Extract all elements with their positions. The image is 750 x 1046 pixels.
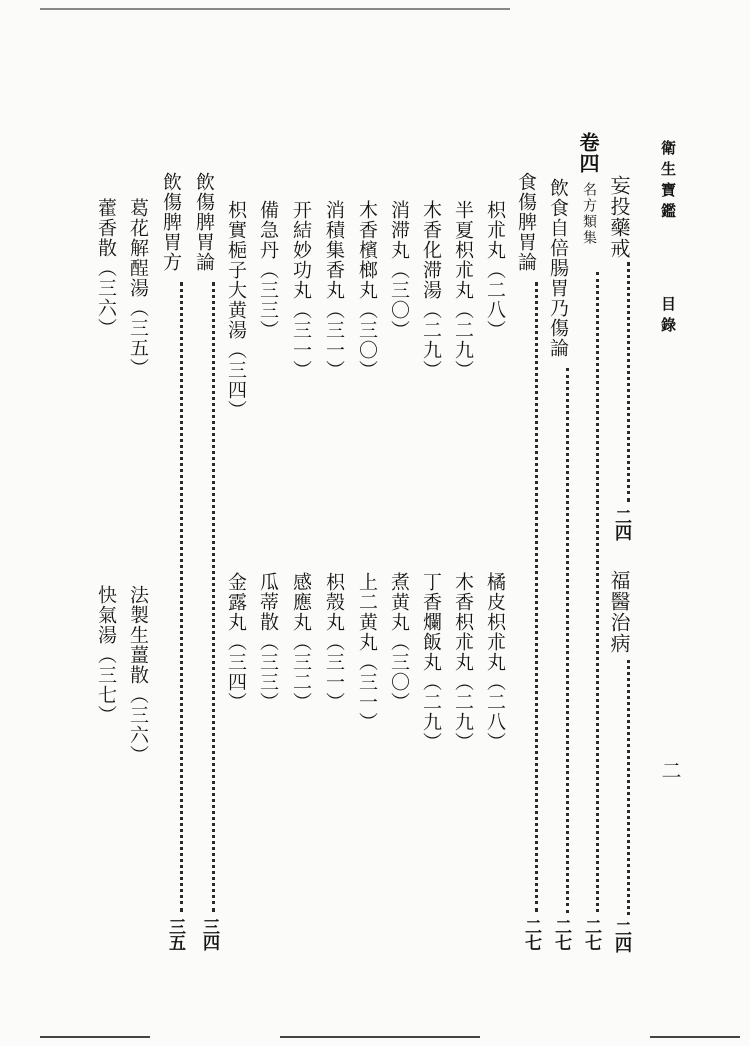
- recipe-entry: 金露丸（三四）: [225, 572, 247, 712]
- dot-leader: [180, 282, 183, 912]
- recipe-entry: 开結妙功丸（三一）: [290, 200, 312, 380]
- toc-entry-title: 福醫治病: [607, 570, 631, 654]
- dot-leader: [212, 282, 215, 912]
- recipe-entry: 上二黄丸（三一）: [356, 572, 378, 732]
- chapter-page: 二七: [551, 918, 571, 950]
- recipe-entry: 藿香散（三六）: [95, 198, 117, 338]
- chapter-title: 食傷脾胃論: [515, 172, 537, 272]
- recipe-entry: 快氣湯（三七）: [95, 585, 117, 725]
- chapter-title: 飲食自倍腸胃乃傷論: [547, 178, 569, 358]
- chapter-title: 飲傷脾胃論: [193, 172, 215, 272]
- recipe-entry: 葛花解酲湯（三五）: [127, 198, 149, 378]
- page-number: 二: [658, 760, 682, 780]
- volume-page: 二七: [581, 918, 601, 950]
- scan-top-line: [40, 8, 510, 10]
- book-title: 衛生寶鑑: [659, 140, 677, 224]
- recipe-entry: 消積集香丸（三一）: [323, 200, 345, 380]
- recipe-entry: 半夏枳朮丸（二九）: [452, 200, 474, 380]
- recipe-entry: 丁香爛飯丸（二九）: [420, 572, 442, 752]
- recipe-entry: 橘皮枳朮丸（二八）: [484, 572, 506, 752]
- dot-leader: [627, 660, 630, 915]
- recipe-entry: 木香檳榔丸（三〇）: [356, 200, 378, 380]
- scan-bottom-line-right: [650, 1036, 740, 1038]
- recipe-entry: 枳實梔子大黄湯（三四）: [225, 200, 247, 420]
- toc-entry-page: 二四: [611, 920, 631, 952]
- dot-leader: [627, 262, 630, 502]
- dot-leader: [566, 368, 569, 913]
- scan-bottom-line-left: [40, 1036, 150, 1038]
- recipe-entry: 法製生薑散（三六）: [127, 585, 149, 765]
- toc-entry-page: 二四: [611, 508, 631, 540]
- chapter-page: 二七: [521, 918, 541, 950]
- recipe-entry: 消滞丸（三〇）: [388, 200, 410, 340]
- recipe-entry: 枳朮丸（二八）: [484, 200, 506, 340]
- recipe-entry: 瓜蒂散（三三）: [257, 572, 279, 712]
- recipe-entry: 木香化滞湯（二九）: [420, 200, 442, 380]
- chapter-title: 飲傷脾胃方: [160, 172, 182, 272]
- chapter-page: 三四: [199, 918, 219, 950]
- recipe-entry: 煮黄丸（三〇）: [388, 572, 410, 712]
- toc-entry-title: 妄投藥戒: [607, 175, 631, 259]
- section-label: 目錄: [659, 296, 677, 338]
- recipe-entry: 木香枳朮丸（二九）: [452, 572, 474, 752]
- recipe-entry: 枳殼丸（三一）: [323, 572, 345, 712]
- recipe-entry: 備急丹（三三）: [257, 200, 279, 340]
- chapter-page: 三五: [165, 918, 185, 950]
- dot-leader: [596, 272, 599, 912]
- volume-label: 卷四: [576, 132, 600, 174]
- scan-bottom-line-mid: [280, 1036, 480, 1038]
- volume-subtitle: 名方類集: [581, 182, 597, 246]
- dot-leader: [535, 282, 538, 912]
- recipe-entry: 感應丸（三二）: [290, 572, 312, 712]
